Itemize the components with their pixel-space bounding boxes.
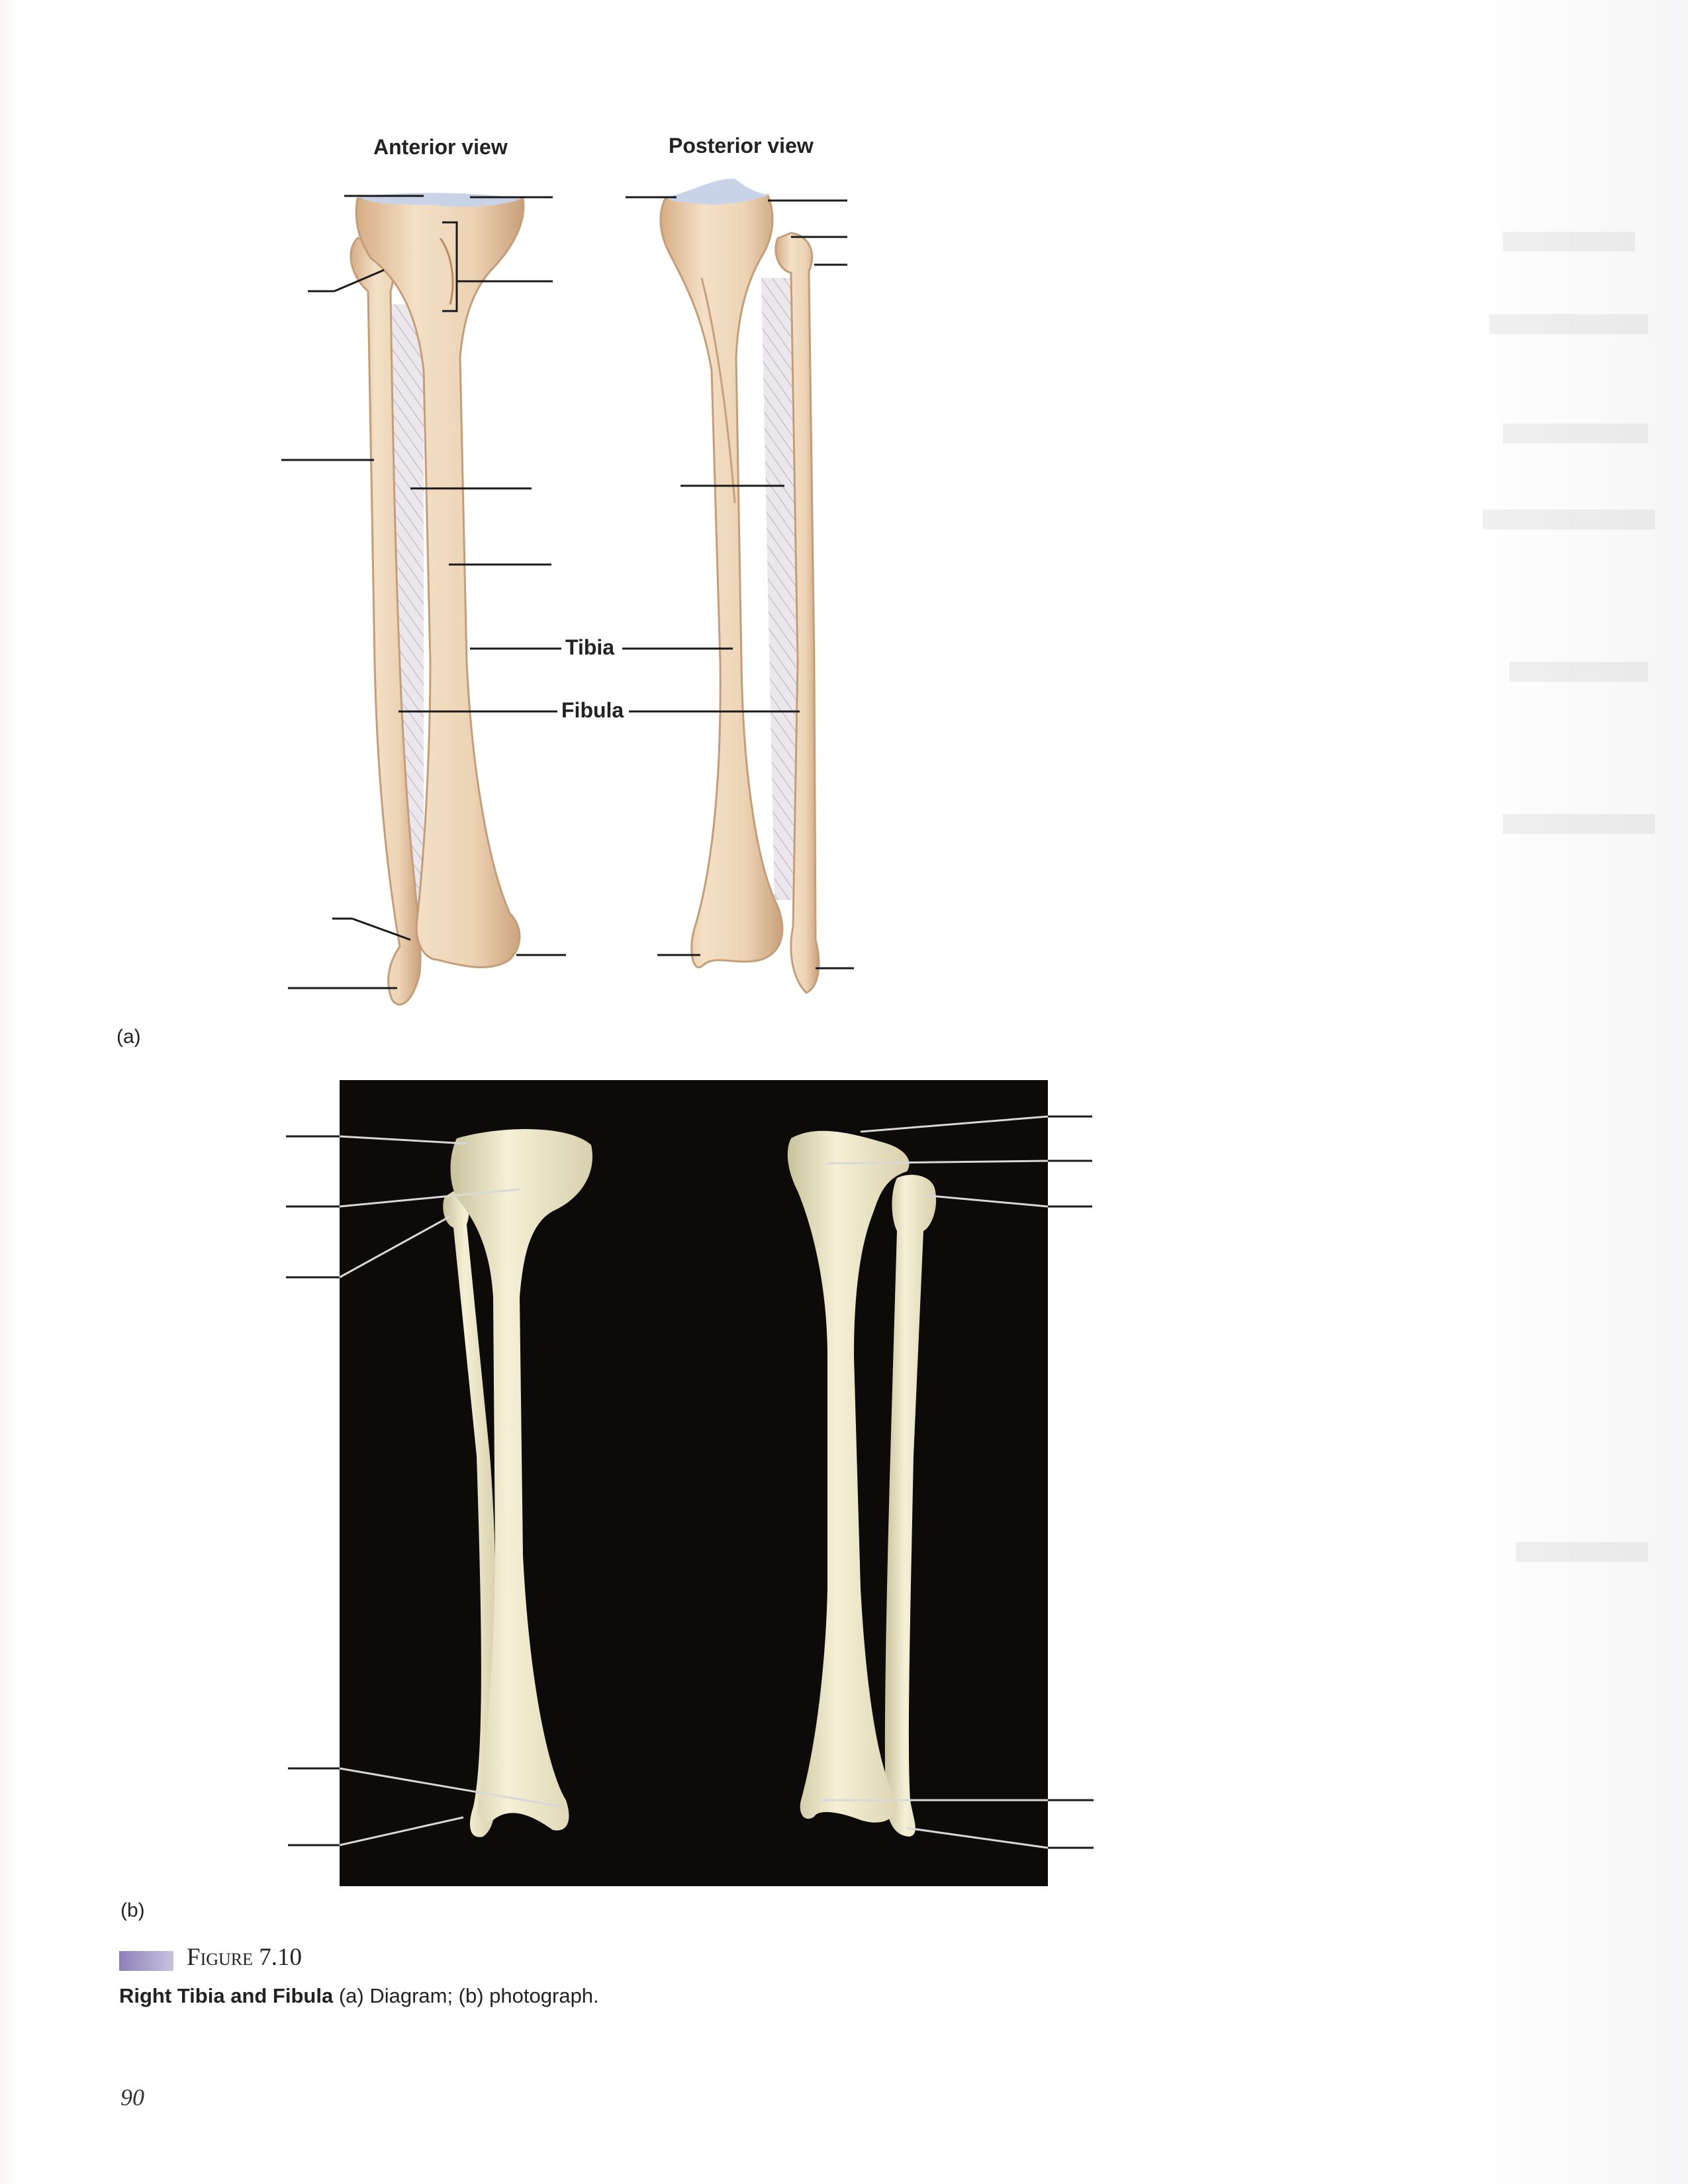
fibula-label: Fibula xyxy=(557,698,628,723)
panel-b-label: (b) xyxy=(120,1899,145,1921)
panel-a-label: (a) xyxy=(117,1026,141,1048)
page-number: 90 xyxy=(120,2084,144,2111)
figure-caption-title: Right Tibia and Fibula xyxy=(119,1984,334,2007)
posterior-view-title: Posterior view xyxy=(669,134,814,158)
figure-caption xyxy=(119,1984,599,2008)
tibia-label: Tibia xyxy=(561,635,618,660)
figure-color-chip xyxy=(119,1951,173,1971)
figure-caption-body: (a) Diagram; (b) photograph. xyxy=(333,1984,599,2007)
figure-number: Figure 7.10 xyxy=(187,1944,303,1971)
anterior-view-title: Anterior view xyxy=(373,135,508,159)
